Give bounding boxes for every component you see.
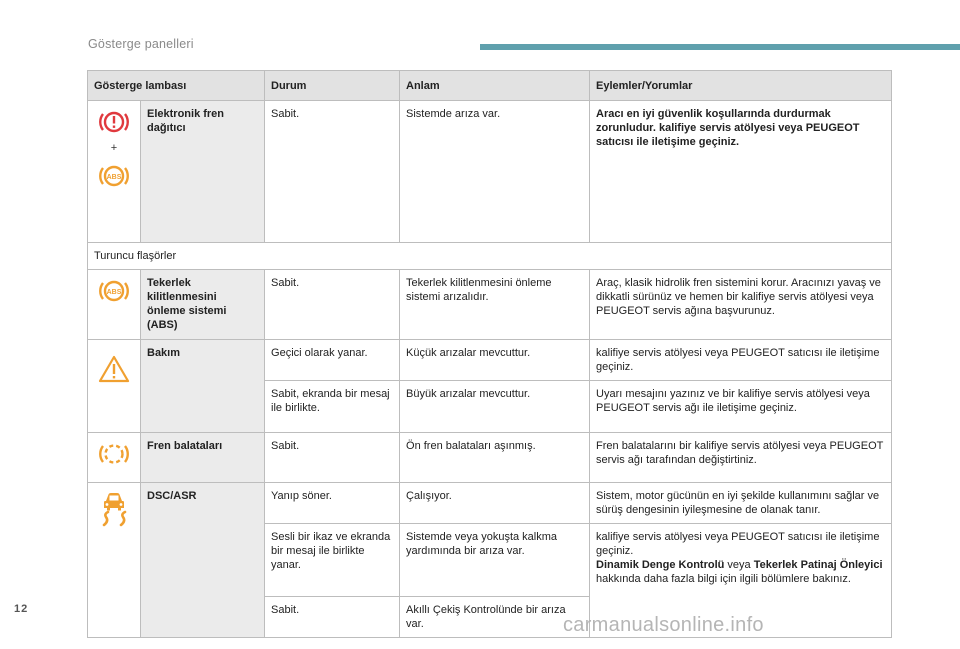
skid-car-icon	[97, 489, 131, 527]
state-dsc-3: Sabit.	[265, 597, 400, 638]
state-dsc-2: Sesli bir ikaz ve ekranda bir mesaj ile birlikte yanar.	[265, 524, 400, 597]
state-pads: Sabit.	[265, 433, 400, 483]
plus-sign: +	[110, 142, 118, 154]
action-pads: Fren balatalarını bir kalifiye servis atölyesi veya PEUGEOT servis ağı tarafından değiştirtiniz.	[590, 433, 892, 483]
meaning-dsc-1: Çalışıyor.	[400, 483, 590, 524]
column-header-meaning: Anlam	[400, 71, 590, 101]
brake-pads-icon	[97, 439, 131, 469]
state-service-2: Sabit, ekranda bir mesaj ile birlikte.	[265, 381, 400, 433]
watermark: carmanualsonline.info	[563, 614, 764, 636]
action-dsc-line1: kalifiye servis atölyesi veya PEUGEOT satıcısı ile iletişime geçiniz.	[596, 531, 880, 557]
warning-lamps-table	[87, 70, 892, 638]
action-dsc-tail: hakkında daha fazla bilgi için ilgili bölümlere bakınız.	[596, 573, 851, 585]
state-service-1: Geçici olarak yanar.	[265, 340, 400, 381]
action-service-2: Uyarı mesajını yazınız ve bir kalifiye servis atölyesi veya PEUGEOT servis ağı ile iletişime geçiniz.	[590, 381, 892, 433]
page-number: 12	[14, 603, 29, 615]
meaning-service-2: Büyük arızalar mevcuttur.	[400, 381, 590, 433]
svg-text:ABS: ABS	[106, 174, 122, 181]
svg-text:ABS: ABS	[106, 289, 122, 296]
action-dsc-1: Sistem, motor gücünün en iyi şekilde kullanımını sağlar ve sürüş dengesinin iyileşmesine de olanak tanır.	[590, 483, 892, 524]
action-abs: Araç, klasik hidrolik fren sistemini korur. Aracınızı yavaş ve dikkatli sürünüz ve hemen bir kalifiye servis atölyesi veya PEUGEOT servis ağına başvurunuz.	[590, 270, 892, 340]
abs-icon	[97, 276, 131, 306]
brake-warning-icon	[97, 107, 131, 137]
action-dsc-bold1: Dinamik Denge Kontrolü	[596, 559, 725, 571]
state-ebd: Sabit.	[265, 101, 400, 243]
meaning-service-1: Küçük arızalar mevcuttur.	[400, 340, 590, 381]
column-header-lamp: Gösterge lambası	[88, 71, 265, 101]
meaning-pads: Ön fren balataları aşınmış.	[400, 433, 590, 483]
lamp-name-dsc: DSC/ASR	[141, 483, 265, 638]
column-header-actions: Eylemler/Yorumlar	[590, 71, 892, 101]
table-row-ebd	[88, 101, 892, 243]
meaning-dsc-3: Akıllı Çekiş Kontrolünde bir arıza var.	[400, 597, 590, 638]
meaning-abs: Tekerlek kilitlenmesini önleme sistemi arızalıdır.	[400, 270, 590, 340]
table-row-pads	[88, 433, 892, 483]
warning-triangle-icon	[97, 354, 131, 384]
column-header-state: Durum	[265, 71, 400, 101]
table-header-row	[88, 71, 892, 101]
table-row-service-1	[88, 340, 892, 381]
icon-cell-pads	[88, 433, 141, 483]
section-title: Gösterge panelleri	[88, 37, 194, 51]
icon-cell-dsc	[88, 483, 141, 638]
lamp-name-pads: Fren balataları	[141, 433, 265, 483]
orange-flashers-note: Turuncu flaşörler	[88, 243, 892, 270]
state-dsc-1: Yanıp söner.	[265, 483, 400, 524]
header-accent-bar	[480, 44, 960, 50]
icon-cell-ebd	[88, 101, 141, 243]
table-row-note	[88, 243, 892, 270]
lamp-name-ebd: Elektronik fren dağıtıcı	[141, 101, 265, 243]
meaning-dsc-2: Sistemde veya yokuşta kalkma yardımında bir arıza var.	[400, 524, 590, 597]
lamp-name-abs: Tekerlek kilitlenmesini önleme sistemi (ABS)	[141, 270, 265, 340]
abs-icon	[97, 161, 131, 191]
state-abs: Sabit.	[265, 270, 400, 340]
table-row-dsc-1	[88, 483, 892, 524]
lamp-name-service: Bakım	[141, 340, 265, 433]
action-ebd: Aracı en iyi güvenlik koşullarında durdurmak zorunludur. kalifiye servis atölyesi veya PEUGEOT satıcısı ile iletişime geçiniz.	[590, 101, 892, 243]
action-dsc-mid: veya	[724, 559, 754, 571]
action-service-1: kalifiye servis atölyesi veya PEUGEOT satıcısı ile iletişime geçiniz.	[590, 340, 892, 381]
icon-cell-abs	[88, 270, 141, 340]
table-row-abs	[88, 270, 892, 340]
meaning-ebd: Sistemde arıza var.	[400, 101, 590, 243]
action-dsc-bold2: Tekerlek Patinaj Önleyici	[753, 559, 883, 571]
icon-cell-service	[88, 340, 141, 433]
